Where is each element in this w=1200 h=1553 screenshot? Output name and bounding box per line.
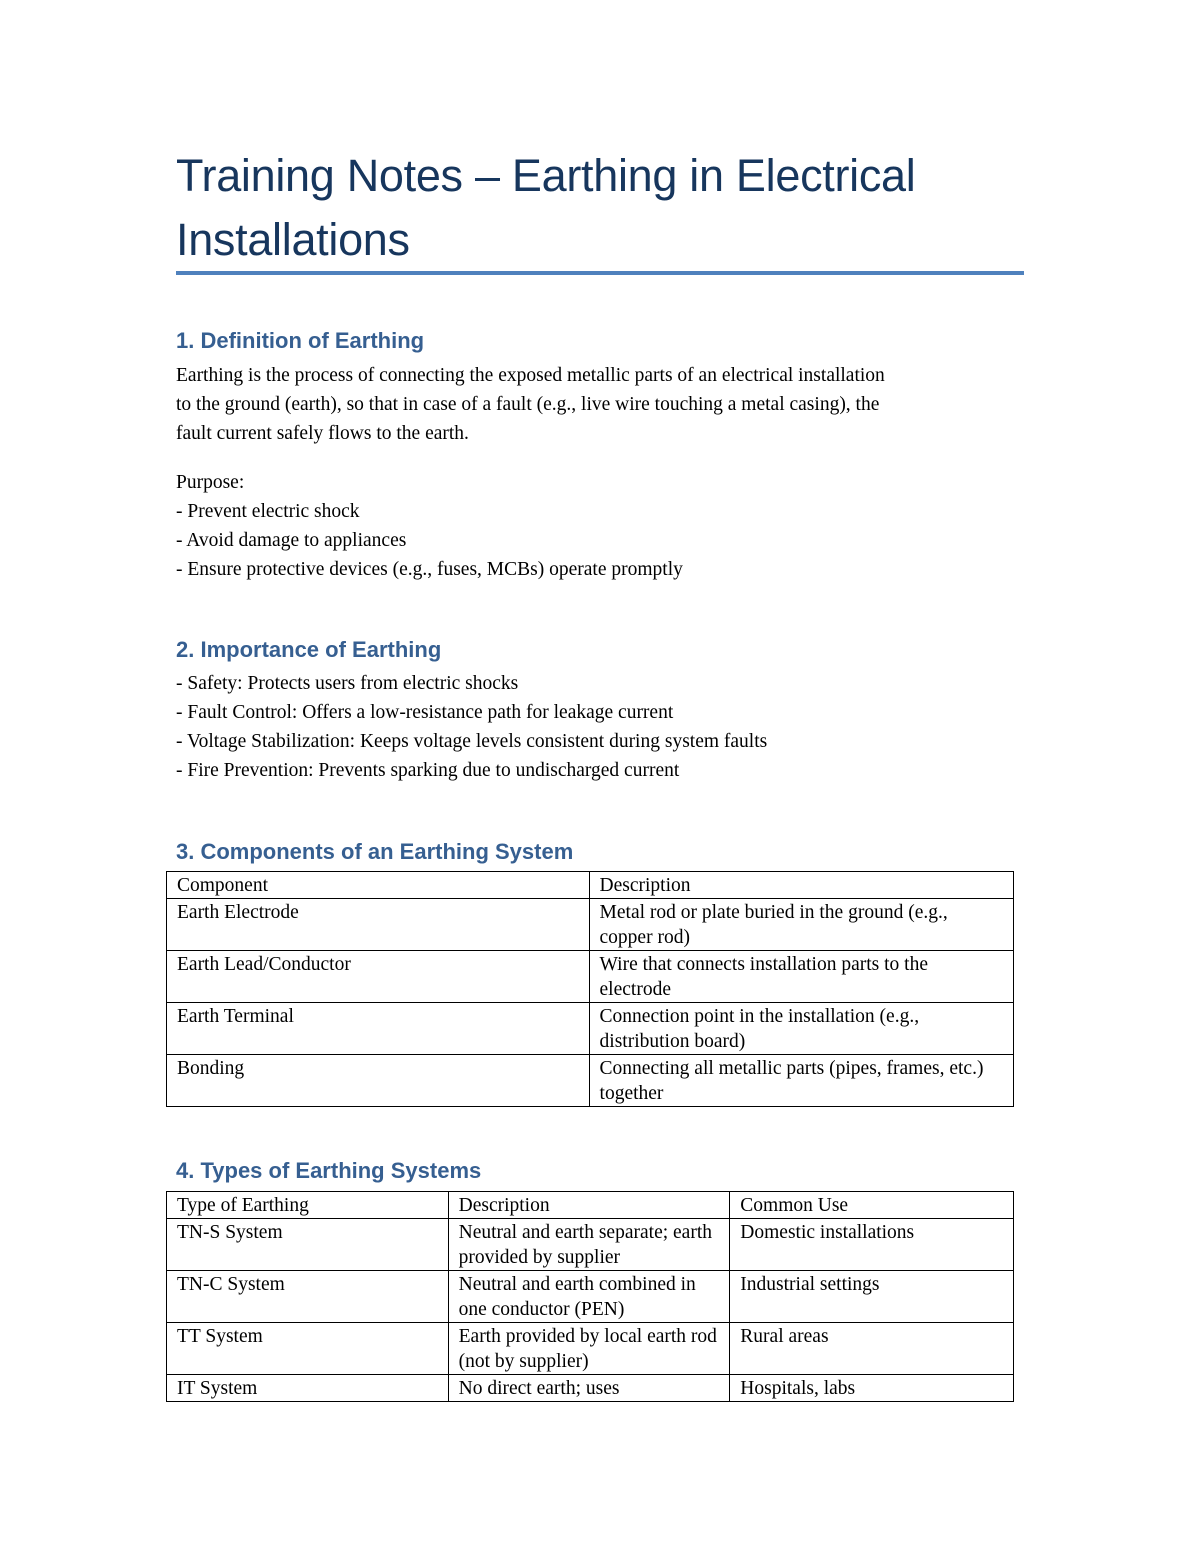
table-cell: TN-S System bbox=[167, 1219, 449, 1271]
table-row bbox=[167, 899, 1014, 951]
purpose-list bbox=[176, 468, 1026, 584]
table-row bbox=[167, 1219, 1014, 1271]
table-row bbox=[167, 1323, 1014, 1375]
purpose-label: Purpose: bbox=[176, 472, 245, 493]
header-cell: Type of Earthing bbox=[167, 1192, 449, 1219]
table-cell: Hospitals, labs bbox=[730, 1375, 1014, 1402]
definition-paragraph bbox=[176, 361, 1026, 448]
table-row bbox=[167, 1003, 1014, 1055]
table-row bbox=[167, 1271, 1014, 1323]
table-cell: Earth provided by local earth rod (not by supplier) bbox=[448, 1323, 730, 1375]
table-cell: Earth Terminal bbox=[167, 1003, 590, 1055]
header-cell: Description bbox=[589, 872, 1013, 899]
components-table bbox=[166, 871, 1014, 1107]
definition-line: to the ground (earth), so that in case of a fault (e.g., live wire touching a metal casing), the bbox=[176, 394, 880, 415]
purpose-item: - Avoid damage to appliances bbox=[176, 530, 407, 551]
section-1-heading: 1. Definition of Earthing bbox=[176, 328, 425, 353]
table-cell: Earth Lead/Conductor bbox=[167, 951, 590, 1003]
table-cell: Domestic installations bbox=[730, 1219, 1014, 1271]
definition-line: fault current safely flows to the earth. bbox=[176, 423, 469, 444]
purpose-item: - Ensure protective devices (e.g., fuses, MCBs) operate promptly bbox=[176, 559, 683, 580]
section-2-heading: 2. Importance of Earthing bbox=[176, 637, 442, 662]
table-header-row bbox=[167, 872, 1014, 899]
importance-item: - Voltage Stabilization: Keeps voltage levels consistent during system faults bbox=[176, 731, 768, 752]
table-cell: Earth Electrode bbox=[167, 899, 590, 951]
earthing-types-table bbox=[166, 1191, 1014, 1402]
table-cell: IT System bbox=[167, 1375, 449, 1402]
header-cell: Description bbox=[448, 1192, 730, 1219]
table-cell: Rural areas bbox=[730, 1323, 1014, 1375]
table-cell: Neutral and earth separate; earth provided by supplier bbox=[448, 1219, 730, 1271]
table-row bbox=[167, 951, 1014, 1003]
purpose-item: - Prevent electric shock bbox=[176, 501, 360, 522]
importance-list bbox=[176, 669, 1026, 785]
table-cell: No direct earth; uses bbox=[448, 1375, 730, 1402]
importance-item: - Fire Prevention: Prevents sparking due to undischarged current bbox=[176, 760, 680, 781]
header-cell: Component bbox=[167, 872, 590, 899]
header-cell: Common Use bbox=[730, 1192, 1014, 1219]
table-cell: Bonding bbox=[167, 1055, 590, 1107]
table-cell: Connecting all metallic parts (pipes, frames, etc.) together bbox=[589, 1055, 1013, 1107]
table-cell: Industrial settings bbox=[730, 1271, 1014, 1323]
table-cell: Connection point in the installation (e.g., distribution board) bbox=[589, 1003, 1013, 1055]
table-cell: Metal rod or plate buried in the ground (e.g., copper rod) bbox=[589, 899, 1013, 951]
table-header-row bbox=[167, 1192, 1014, 1219]
table-cell: TN-C System bbox=[167, 1271, 449, 1323]
importance-item: - Fault Control: Offers a low-resistance path for leakage current bbox=[176, 702, 674, 723]
importance-item: - Safety: Protects users from electric shocks bbox=[176, 673, 519, 694]
table-row bbox=[167, 1375, 1014, 1402]
document-title: Training Notes – Earthing in Electrical Installations bbox=[176, 150, 916, 265]
table-cell: Wire that connects installation parts to the electrode bbox=[589, 951, 1013, 1003]
table-cell: Neutral and earth combined in one conductor (PEN) bbox=[448, 1271, 730, 1323]
table-cell: TT System bbox=[167, 1323, 449, 1375]
table-row bbox=[167, 1055, 1014, 1107]
title-underline bbox=[176, 271, 1024, 275]
definition-line: Earthing is the process of connecting the exposed metallic parts of an electrical installation bbox=[176, 365, 885, 386]
section-4-heading: 4. Types of Earthing Systems bbox=[176, 1158, 482, 1183]
section-3-heading: 3. Components of an Earthing System bbox=[176, 839, 574, 864]
